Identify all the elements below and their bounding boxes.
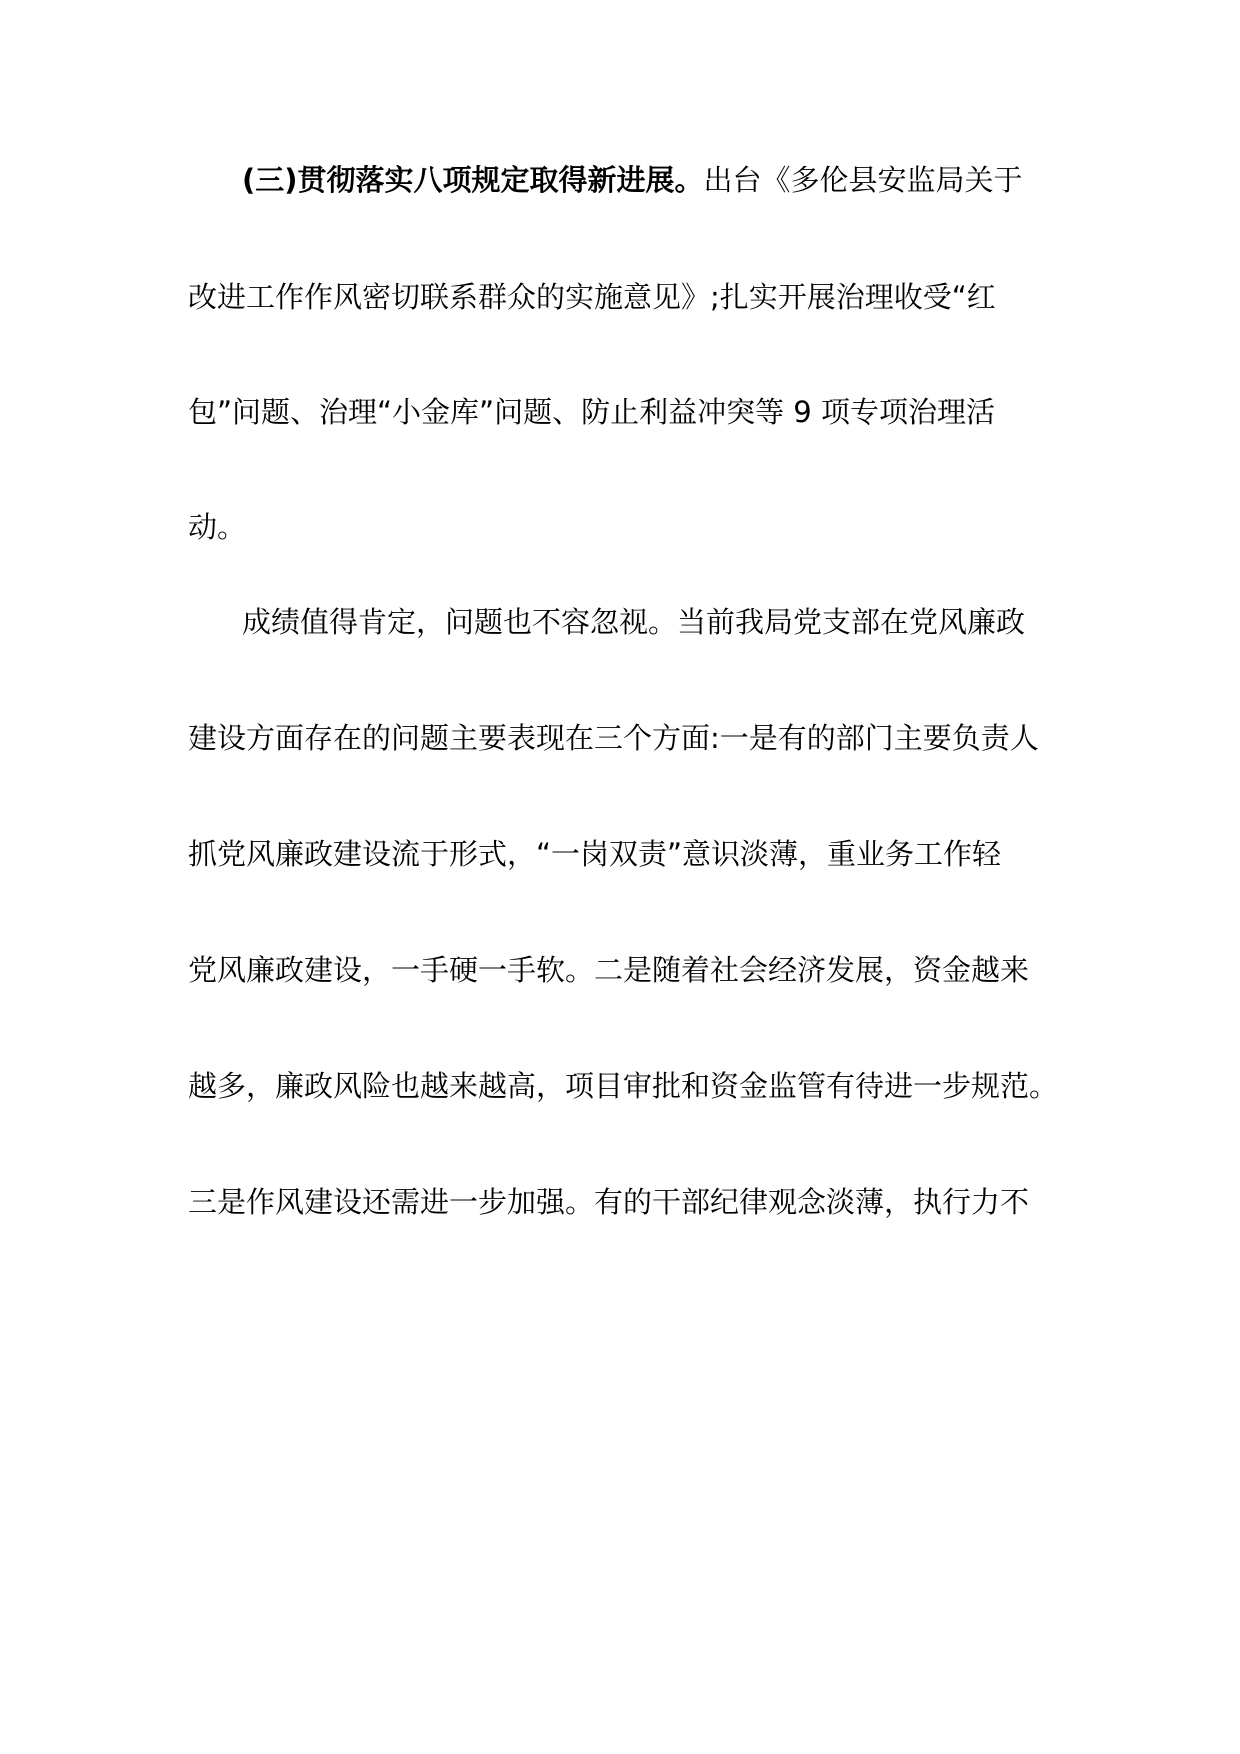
section-heading: (三)贯彻落实八项规定取得新进展。	[242, 163, 704, 197]
paragraph-text: 出台《多伦县安监局关于	[703, 163, 1023, 197]
paragraph-line: 建设方面存在的问题主要表现在三个方面:一是有的部门主要负责人	[188, 721, 1039, 755]
paragraph-line	[188, 158, 1023, 202]
paragraph-line: 成绩值得肯定，问题也不容忽视。当前我局党支部在党风廉政	[242, 605, 1026, 639]
paragraph-line: 三是作风建设还需进一步加强。有的干部纪律观念淡薄，执行力不	[188, 1185, 1030, 1219]
paragraph-line: 抓党风廉政建设流于形式，“一岗双责”意识淡薄，重业务工作轻	[188, 837, 1002, 871]
paragraph-line: 动。	[188, 510, 247, 544]
paragraph-line: 越多，廉政风险也越来越高，项目审批和资金监管有待进一步规范。	[188, 1069, 1059, 1103]
paragraph-line: 包”问题、治理“小金库”问题、防止利益冲突等 9 项专项治理活	[188, 395, 995, 429]
paragraph-line: 党风廉政建设，一手硬一手软。二是随着社会经济发展，资金越来	[188, 953, 1030, 987]
paragraph-line: 改进工作作风密切联系群众的实施意见》;扎实开展治理收受“红	[188, 280, 996, 314]
